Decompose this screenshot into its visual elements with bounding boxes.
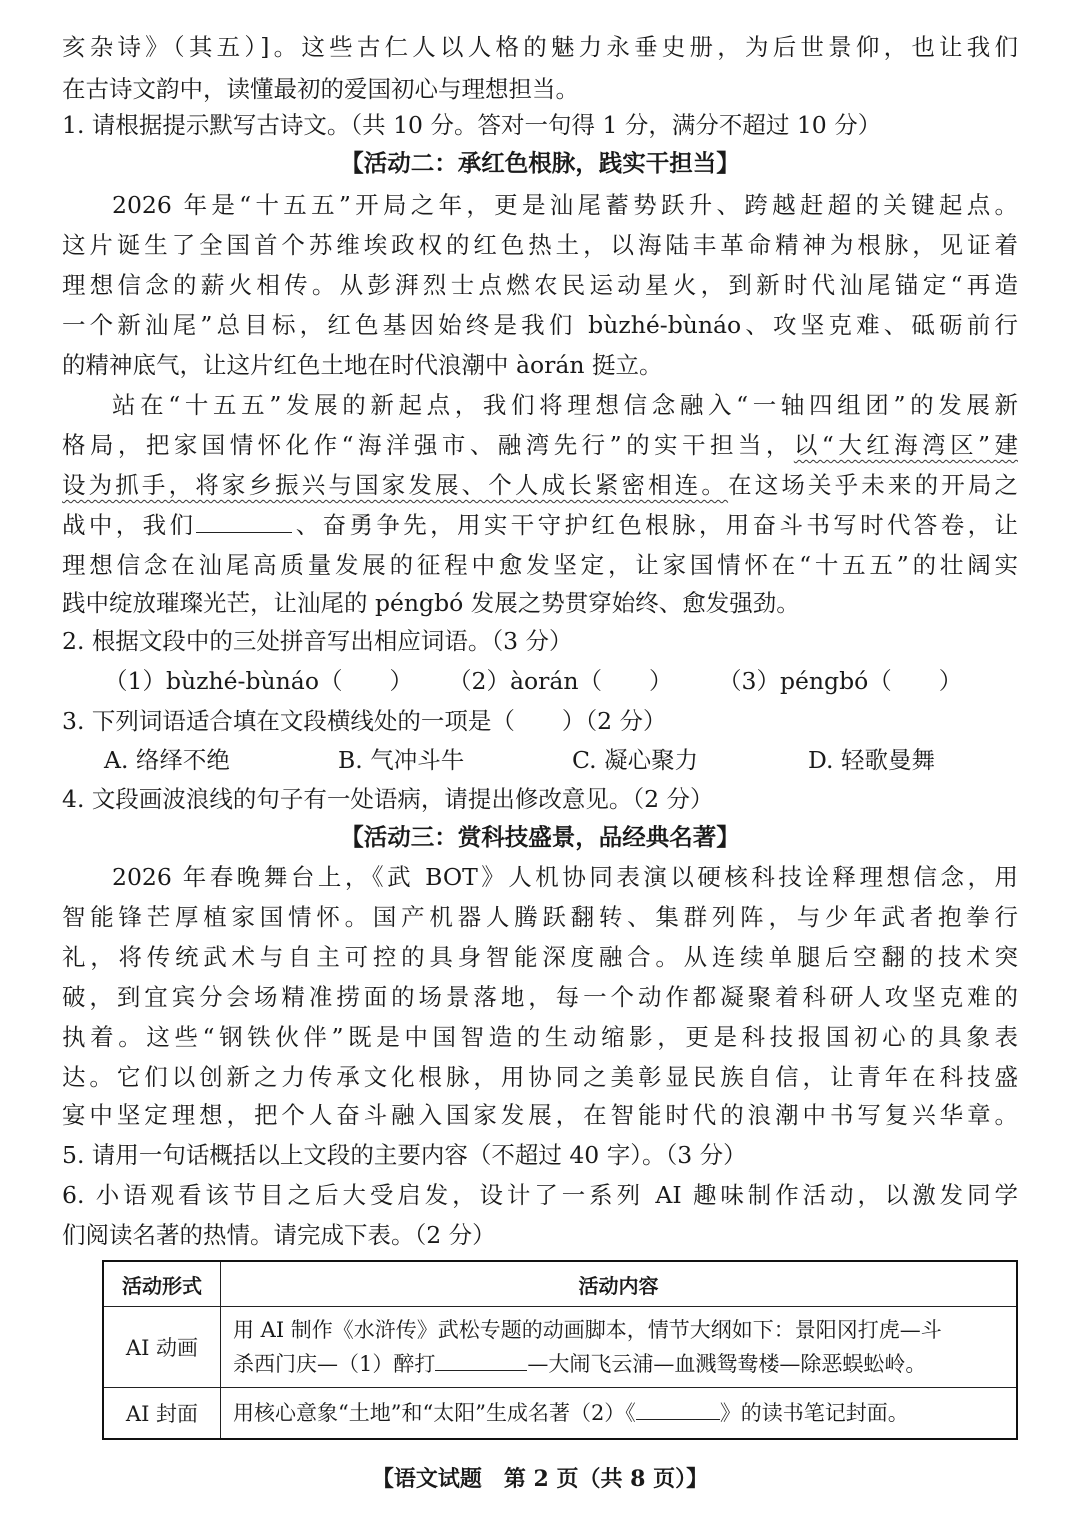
activity-3-para-line: 智能锋芒厚植家国情怀。国产机器人腾跃翻转、集群列阵，与少年武者抱拳行 xyxy=(62,903,1018,931)
fill-in-blank[interactable] xyxy=(196,510,292,533)
question-3: 3. 下列词语适合填在文段横线处的一项是（ ）（2 分） xyxy=(62,707,667,735)
activity-3-para-line: 达。它们以创新之力传承文化根脉，用协同之美彰显民族自信，让青年在科技盛 xyxy=(62,1063,1018,1091)
activity-2-para2-line xyxy=(62,430,1018,460)
activity-3-title: 【活动三：赏科技盛景，品经典名著】 xyxy=(340,823,740,851)
activity-form-cell: AI 封面 xyxy=(103,1388,221,1440)
cell-line xyxy=(233,1347,1004,1381)
activity-table xyxy=(102,1260,1018,1440)
wavy-underlined-sentence: 设为抓手，将家乡振兴与国家发展、个人成长紧密相连。 xyxy=(62,471,729,499)
q2-part-3[interactable]: （3）péngbó（ ） xyxy=(718,667,963,695)
activity-form-cell: AI 动画 xyxy=(103,1307,221,1388)
activity-2-para1-line: 理想信念的薪火相传。从彭湃烈士点燃农民运动星火，到新时代汕尾锚定“再造 xyxy=(62,271,1018,299)
activity-3-para-line: 破，到宜宾分会场精准捞面的场景落地，每一个动作都凝聚着科研人攻坚克难的 xyxy=(62,983,1018,1011)
cell-line: 用 AI 制作《水浒传》武松专题的动画脚本，情节大纲如下：景阳冈打虎—斗 xyxy=(233,1318,942,1342)
q3-option-a[interactable]: A. 络绎不绝 xyxy=(104,746,230,774)
activity-3-para-line: 执着。这些“钢铁伙伴”既是中国智造的生动缩影，更是科技报国初心的具象表 xyxy=(62,1023,1018,1051)
activity-2-para1-line: 2026 年是“十五五”开局之年，更是汕尾蓄势跃升、跨越赶超的关键起点。 xyxy=(112,191,1018,219)
para2-text: 在这场关乎未来的开局之 xyxy=(728,471,1019,499)
activity-2-para1-line: 一个新汕尾”总目标，红色基因始终是我们 bùzhé-bùnáo、攻坚克难、砥砺前行 xyxy=(62,311,1018,339)
intro-line-2: 在古诗文韵中，读懂最初的爱国初心与理想担当。 xyxy=(62,75,579,103)
cell-text-part: —大闹飞云浦—血溅鸳鸯楼—除恶蜈蚣岭。 xyxy=(527,1352,927,1376)
table-header: 活动形式 xyxy=(103,1261,221,1307)
activity-2-para2-line: 理想信念在汕尾高质量发展的征程中愈发坚定，让家国情怀在“十五五”的壮阔实 xyxy=(62,551,1018,579)
activity-2-para2-line: 站在“十五五”发展的新起点，我们将理想信念融入“一轴四组团”的发展新 xyxy=(112,391,1018,419)
activity-2-para1-line: 这片诞生了全国首个苏维埃政权的红色热土，以海陆丰革命精神为根脉，见证着 xyxy=(62,231,1018,259)
table-row xyxy=(103,1388,1017,1440)
activity-2-para1-line: 的精神底气，让这片红色土地在时代浪潮中 àorán 挺立。 xyxy=(62,351,663,379)
q3-option-c[interactable]: C. 凝心聚力 xyxy=(572,746,699,774)
activity-content-cell xyxy=(221,1307,1018,1388)
cell-line xyxy=(221,1390,1016,1436)
q2-part-2[interactable]: （2）àorán（ ） xyxy=(448,667,673,695)
activity-2-para2-line: 践中绽放璀璨光芒，让汕尾的 péngbó 发展之势贯穿始终、愈发强劲。 xyxy=(62,589,800,617)
question-5: 5. 请用一句话概括以上文段的主要内容（不超过 40 字）。（3 分） xyxy=(62,1141,747,1169)
para2-text: 、奋勇争先，用实干守护红色根脉，用奋斗书写时代答卷，让 xyxy=(292,511,1018,539)
para2-text: 战中，我们 xyxy=(62,511,197,539)
intro-line-1: 亥杂诗》（其五）]。这些古仁人以人格的魅力永垂史册，为后世景仰，也让我们 xyxy=(62,33,1018,61)
question-4: 4. 文段画波浪线的句子有一处语病，请提出修改意见。（2 分） xyxy=(62,785,714,813)
activity-2-para2-line xyxy=(62,470,1018,500)
cell-text-part: 用核心意象“土地”和“太阳”生成名著（2）《 xyxy=(233,1401,636,1425)
cell-text xyxy=(221,1307,1016,1387)
fill-in-blank[interactable] xyxy=(636,1397,720,1420)
table-header-row xyxy=(103,1261,1017,1307)
question-2: 2. 根据文段中的三处拼音写出相应词语。（3 分） xyxy=(62,627,573,655)
question-1: 1. 请根据提示默写古诗文。（共 10 分。答对一句得 1 分，满分不超过 10 分） xyxy=(62,111,882,139)
q3-option-b[interactable]: B. 气冲斗牛 xyxy=(338,746,465,774)
table-row xyxy=(103,1307,1017,1388)
cell-text-part: 》的读书笔记封面。 xyxy=(719,1401,909,1425)
para2-text: 格局，把家国情怀化作“海洋强市、融湾先行”的实干担当， xyxy=(62,431,794,459)
table-header: 活动内容 xyxy=(221,1261,1018,1307)
activity-3-para-line: 2026 年春晚舞台上，《武 BOT》人机协同表演以硬核科技诠释理想信念，用 xyxy=(112,863,1018,891)
q2-part-1[interactable]: （1）bùzhé-bùnáo（ ） xyxy=(104,667,413,695)
activity-2-title: 【活动二：承红色根脉，践实干担当】 xyxy=(340,149,740,177)
activity-3-para-line: 宴中坚定理想，把个人奋斗融入国家发展，在智能时代的浪潮中书写复兴华章。 xyxy=(62,1101,1018,1129)
fill-in-blank[interactable] xyxy=(435,1348,527,1371)
activity-content-cell xyxy=(221,1388,1018,1440)
question-6-line-2: 们阅读名著的热情。请完成下表。（2 分） xyxy=(62,1221,496,1249)
page-footer: 【语文试题 第 2 页（共 8 页）】 xyxy=(371,1466,709,1492)
q3-option-d[interactable]: D. 轻歌曼舞 xyxy=(808,746,935,774)
activity-3-para-line: 礼，将传统武术与自主可控的具身智能深度融合。从连续单腿后空翻的技术突 xyxy=(62,943,1018,971)
cell-text-part: 杀西门庆—（1）醉打 xyxy=(233,1352,436,1376)
activity-2-para2-line xyxy=(62,510,1018,540)
question-6-line-1: 6. 小语观看该节目之后大受启发，设计了一系列 AI 趣味制作活动，以激发同学 xyxy=(62,1181,1018,1209)
wavy-underlined-sentence: 以“大红海湾区”建 xyxy=(793,431,1018,459)
